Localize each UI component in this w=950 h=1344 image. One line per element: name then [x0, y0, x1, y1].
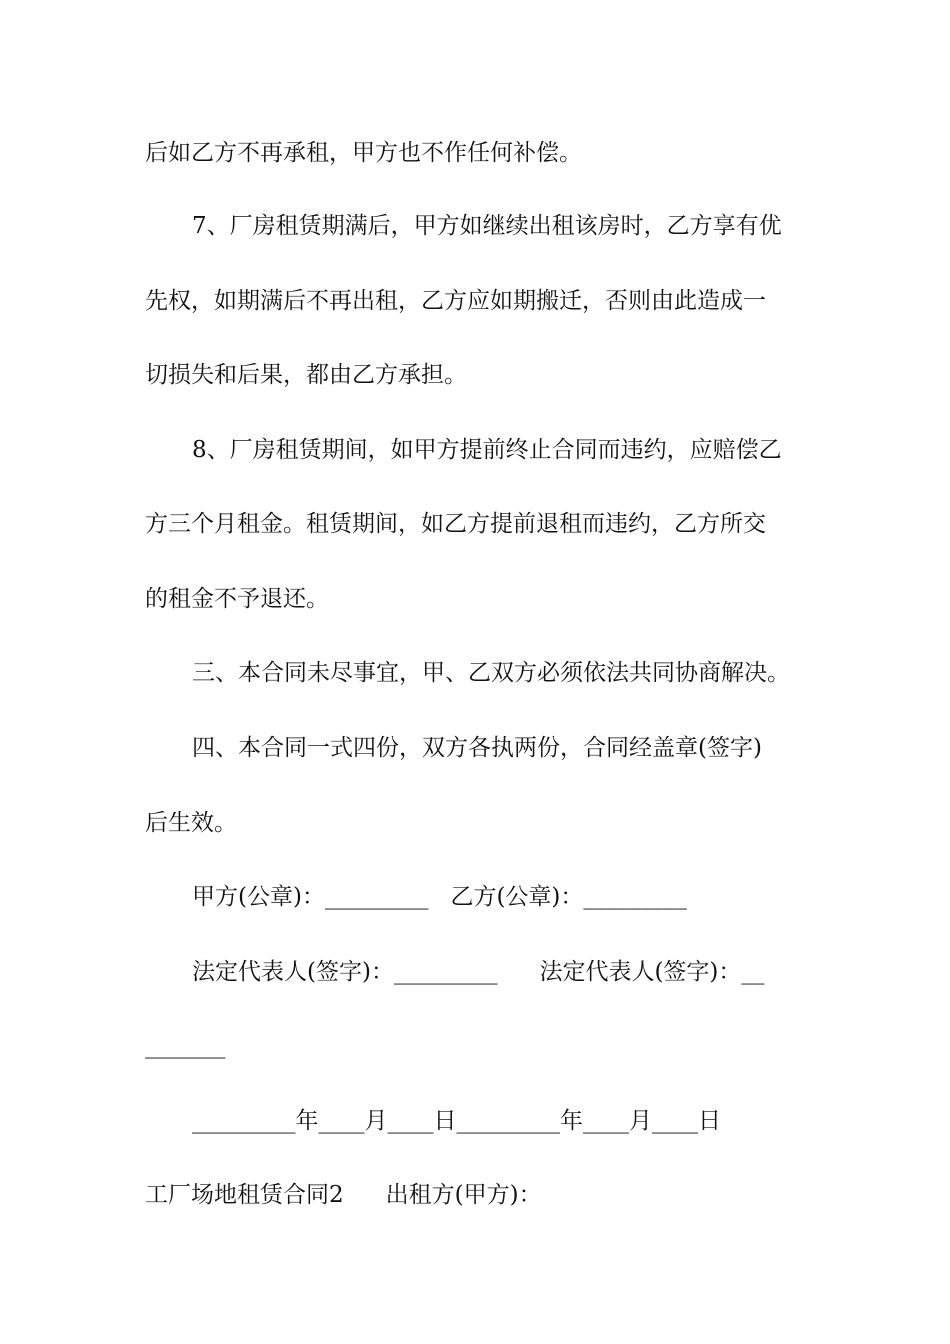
paragraph-line: 后如乙方不再承租，甲方也不作任何补偿。 [145, 140, 582, 166]
paragraph-line: 四、本合同一式四份，双方各执两份，合同经盖章(签字) [192, 735, 762, 761]
party-a-representative-field: 法定代表人(签字)：_________ [192, 959, 498, 985]
representative-blank-continuation: _______ [145, 1033, 226, 1059]
paragraph-line: 方三个月租金。租赁期间，如乙方提前退租而违约，乙方所交 [145, 511, 766, 537]
signature-line-representative [192, 957, 764, 987]
paragraph-line: 7、厂房租赁期满后，甲方如继续出租该房时，乙方享有优 [192, 213, 782, 239]
party-b-representative-field: 法定代表人(签字)：__ [539, 959, 765, 985]
paragraph-line: 8、厂房租赁期间，如甲方提前终止合同而违约，应赔偿乙 [192, 437, 782, 463]
paragraph-line: 先权，如期满后不再出租，乙方应如期搬迁，否则由此造成一 [145, 288, 766, 314]
next-contract-heading [145, 1180, 542, 1210]
party-a-date-field: _________年____月____日 [192, 1108, 457, 1134]
party-a-seal-field: 甲方(公章)：_________ [192, 884, 429, 910]
party-b-seal-field: 乙方(公章)：_________ [450, 884, 687, 910]
paragraph-line: 三、本合同未尽事宜，甲、乙双方必须依法共同协商解决。 [192, 660, 790, 686]
date-line [192, 1106, 721, 1136]
paragraph-line: 后生效。 [145, 810, 237, 836]
signature-line-seal [192, 882, 687, 912]
paragraph-line: 的租金不予退还。 [145, 586, 329, 612]
contract-title: 工厂场地租赁合同2 [145, 1182, 344, 1208]
paragraph-line: 切损失和后果，都由乙方承担。 [145, 362, 467, 388]
party-b-date-field: _________年____月____日 [456, 1108, 721, 1134]
lessor-label: 出租方(甲方)： [385, 1182, 542, 1208]
